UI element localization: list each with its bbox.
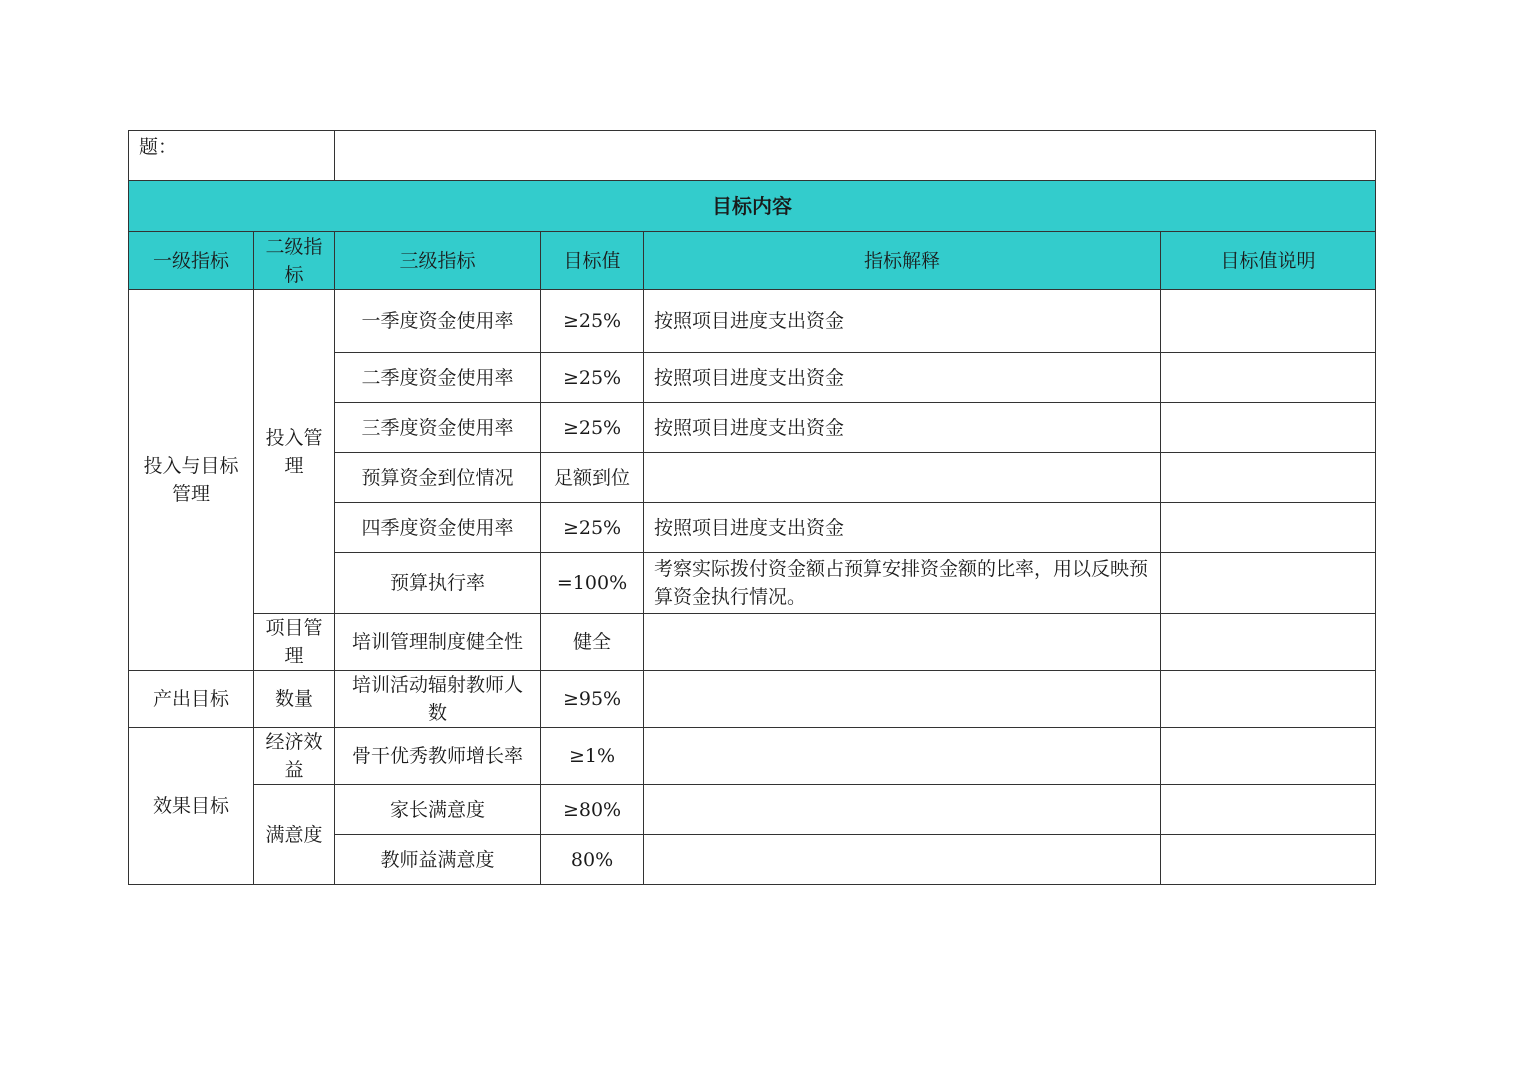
target-cell: =100%	[541, 553, 644, 614]
indicator-cell: 教师益满意度	[335, 835, 541, 885]
subgroup-input-mgmt: 投入管理	[254, 290, 335, 614]
indicator-cell: 四季度资金使用率	[335, 503, 541, 553]
section-title-row	[129, 181, 1376, 232]
note-cell	[1161, 403, 1376, 453]
explanation-cell: 考察实际拨付资金额占预算安排资金额的比率，用以反映预算资金执行情况。	[644, 553, 1161, 614]
indicator-cell: 预算执行率	[335, 553, 541, 614]
explanation-cell: 按照项目进度支出资金	[644, 290, 1161, 353]
topic-value	[335, 131, 1376, 181]
explanation-cell: 按照项目进度支出资金	[644, 353, 1161, 403]
header-level1: 一级指标	[129, 232, 254, 290]
explanation-cell	[644, 614, 1161, 671]
explanation-cell	[644, 453, 1161, 503]
section-title: 目标内容	[129, 181, 1376, 232]
subgroup-economic: 经济效益	[254, 728, 335, 785]
note-cell	[1161, 453, 1376, 503]
note-cell	[1161, 503, 1376, 553]
header-level2: 二级指标	[254, 232, 335, 290]
subgroup-satisfaction: 满意度	[254, 785, 335, 885]
table-row	[129, 671, 1376, 728]
target-cell: ≥25%	[541, 403, 644, 453]
target-cell: ≥1%	[541, 728, 644, 785]
note-cell	[1161, 290, 1376, 353]
note-cell	[1161, 671, 1376, 728]
note-cell	[1161, 614, 1376, 671]
group-output: 产出目标	[129, 671, 254, 728]
target-content-table	[128, 130, 1376, 885]
indicator-cell: 骨干优秀教师增长率	[335, 728, 541, 785]
table-row	[129, 728, 1376, 785]
table-row	[129, 614, 1376, 671]
indicator-cell: 培训活动辐射教师人数	[335, 671, 541, 728]
target-cell: ≥25%	[541, 503, 644, 553]
explanation-cell: 按照项目进度支出资金	[644, 403, 1161, 453]
note-cell	[1161, 835, 1376, 885]
target-cell: ≥25%	[541, 290, 644, 353]
header-note: 目标值说明	[1161, 232, 1376, 290]
target-cell: ≥80%	[541, 785, 644, 835]
indicator-cell: 一季度资金使用率	[335, 290, 541, 353]
note-cell	[1161, 553, 1376, 614]
table-row	[129, 785, 1376, 835]
target-cell: 足额到位	[541, 453, 644, 503]
indicator-cell: 培训管理制度健全性	[335, 614, 541, 671]
indicator-cell: 三季度资金使用率	[335, 403, 541, 453]
header-row	[129, 232, 1376, 290]
explanation-cell: 按照项目进度支出资金	[644, 503, 1161, 553]
header-explanation: 指标解释	[644, 232, 1161, 290]
note-cell	[1161, 728, 1376, 785]
indicator-cell: 家长满意度	[335, 785, 541, 835]
header-level3: 三级指标	[335, 232, 541, 290]
table-row	[129, 290, 1376, 353]
explanation-cell	[644, 728, 1161, 785]
note-cell	[1161, 785, 1376, 835]
target-cell: ≥25%	[541, 353, 644, 403]
group-input: 投入与目标管理	[129, 290, 254, 671]
indicator-cell: 预算资金到位情况	[335, 453, 541, 503]
topic-row	[129, 131, 1376, 181]
subgroup-quantity: 数量	[254, 671, 335, 728]
topic-label: 题：	[129, 131, 335, 181]
target-cell: ≥95%	[541, 671, 644, 728]
subgroup-project-mgmt: 项目管理	[254, 614, 335, 671]
header-target: 目标值	[541, 232, 644, 290]
explanation-cell	[644, 785, 1161, 835]
indicator-cell: 二季度资金使用率	[335, 353, 541, 403]
explanation-cell	[644, 835, 1161, 885]
group-effect: 效果目标	[129, 728, 254, 885]
note-cell	[1161, 353, 1376, 403]
target-cell: 80%	[541, 835, 644, 885]
explanation-cell	[644, 671, 1161, 728]
target-cell: 健全	[541, 614, 644, 671]
